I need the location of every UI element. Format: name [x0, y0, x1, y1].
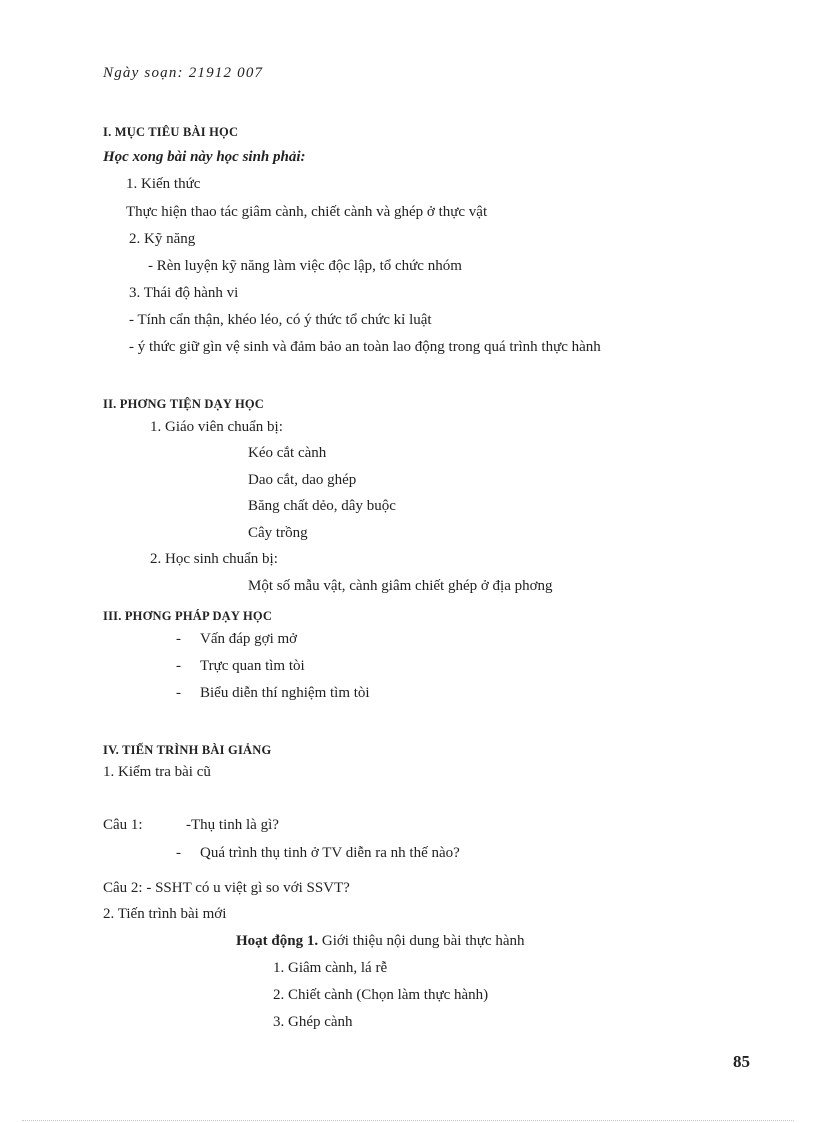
- attitude-title: 3. Thái độ hành vi: [129, 285, 239, 301]
- new-lesson-title: 2. Tiến trình bài mới: [103, 906, 227, 922]
- method-item-dash: -: [176, 631, 181, 647]
- method-item-dash: -: [176, 685, 181, 701]
- page-number: 85: [733, 1052, 750, 1071]
- check-title: 1. Kiểm tra bài cũ: [103, 764, 211, 780]
- skills-text: - Rèn luyện kỹ năng làm việc độc lập, tổ chức nhóm: [148, 258, 462, 274]
- teacher-item: Dao cắt, dao ghép: [248, 472, 357, 488]
- method-item: Trực quan tìm tòi: [200, 658, 305, 674]
- activity-label: Hoạt động 1.: [236, 933, 319, 949]
- teacher-item: Cây trồng: [248, 525, 308, 541]
- question2-text: Câu 2: - SSHT có u việt gì so với SSVT?: [103, 880, 350, 896]
- page-bottom-divider: [22, 1120, 794, 1121]
- skills-title: 2. Kỹ năng: [129, 231, 196, 247]
- teacher-item: Băng chất dẻo, dây buộc: [248, 498, 396, 514]
- student-title: 2. Học sinh chuẩn bị:: [150, 551, 278, 567]
- method-item: Vấn đáp gợi mở: [200, 631, 298, 647]
- question1-dash: -: [176, 845, 181, 861]
- activity-item: 3. Ghép cành: [273, 1014, 353, 1030]
- teacher-title: 1. Giáo viên chuẩn bị:: [150, 419, 283, 435]
- question1-sub: Quá trình thụ tinh ở TV diễn ra nh thế nào?: [200, 845, 460, 861]
- student-text: Một số mẫu vật, cành giâm chiết ghép ở địa phơng: [248, 578, 553, 594]
- section1-subtitle: Học xong bài này học sinh phải:: [103, 149, 306, 165]
- activity-item: 1. Giâm cành, lá rễ: [273, 960, 388, 976]
- section2-heading: II. PHƠNG TIỆN DẠY HỌC: [103, 397, 265, 411]
- activity-text: Giới thiệu nội dung bài thực hành: [318, 933, 525, 949]
- knowledge-title: 1. Kiến thức: [126, 176, 201, 192]
- question1-text: -Thụ tinh là gì?: [186, 817, 279, 833]
- method-item-dash: -: [176, 658, 181, 674]
- section4-heading: IV. TIẾN TRÌNH BÀI GIẢNG: [103, 743, 272, 757]
- question1-label: Câu 1:: [103, 817, 143, 833]
- section3-heading: III. PHƠNG PHÁP DẠY HỌC: [103, 609, 273, 623]
- activity-heading: [236, 932, 525, 950]
- attitude-item: - Tính cẩn thận, khéo léo, có ý thức tổ chức kỉ luật: [129, 312, 432, 328]
- activity-item: 2. Chiết cành (Chọn làm thực hành): [273, 987, 489, 1003]
- teacher-item: Kéo cắt cành: [248, 445, 327, 461]
- knowledge-text: Thực hiện thao tác giâm cành, chiết cành và ghép ở thực vật: [126, 204, 488, 220]
- date-line: Ngày soạn: 21912 007: [103, 65, 264, 81]
- attitude-item: - ý thức giữ gìn vệ sinh và đảm bảo an toàn lao động trong quá trình thực hành: [129, 339, 601, 355]
- section1-heading: I. MỤC TIÊU BÀI HỌC: [103, 125, 239, 139]
- method-item: Biểu diễn thí nghiệm tìm tòi: [200, 685, 370, 701]
